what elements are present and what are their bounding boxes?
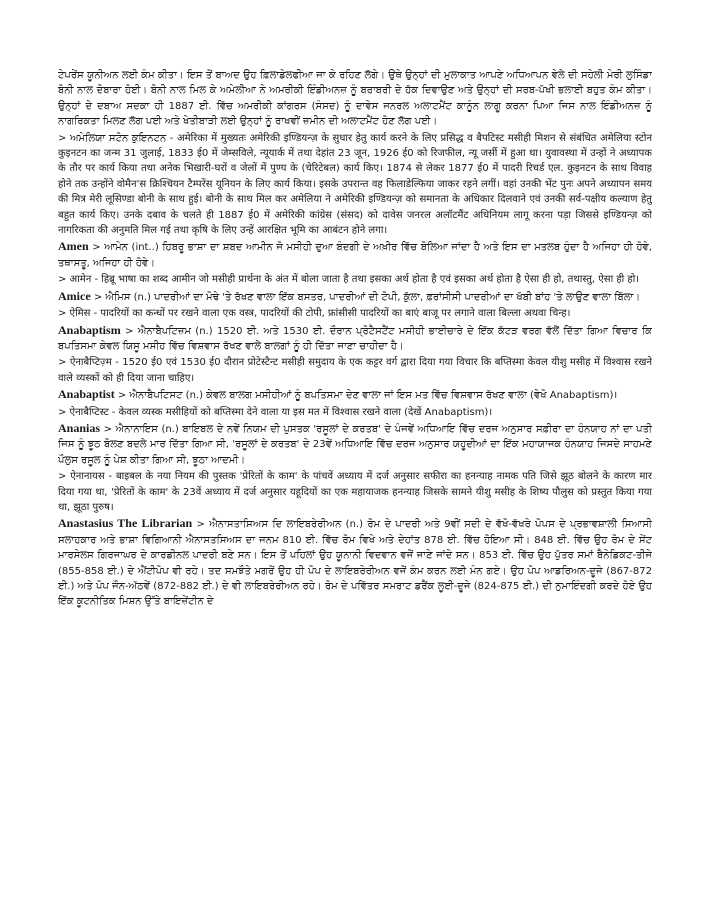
entry-amen xyxy=(58,239,652,271)
paragraph-text: > ऐमिस - पादरियों का कन्धों पर रखने वाला एक वस्त्र, पादरियों की टोपी, फ्रांसीसी पादरियों का बाएं बाजू पर लगाने वाला बिल्ला अथवा चिन्ह। xyxy=(58,308,571,320)
entry-definition: > ਐਨਾਨਾਇਸ (n.) ਬਾਇਬਲ ਦੇ ਨਵੇਂ ਨਿਯਮ ਦੀ ਪੁਸਤਕ 'ਰਸੂਲਾਂ ਦੇ ਕਰਤਬ' ਦੇ ਪੰਜਵੇਂ ਅਧਿਆਇ ਵਿੱਚ ਦਰਜ ਅਨੁਸਾਰ ਸਫ਼ੀਰਾ ਦਾ ਹੰਨਯਾਹ ਨਾਂ ਦਾ ਪਤੀ ਜਿਸ ਨੂੰ ਝੂਠ ਬੋਲਣ ਬਦਲੇ ਮਾਰ ਦਿੱਤਾ ਗਿਆ ਸੀ, 'ਰਸੂਲਾਂ ਦੇ ਕਰਤਬ' ਦੇ 23ਵੇਂ ਅਧਿਆਇ ਵਿੱਚ ਦਰਜ ਅਨੁਸਾਰ ਯਹੂਦੀਆਂ ਦਾ ਇੱਕ ਮਹਾਯਾਜਕ ਹੰਨਯਾਹ ਜਿਸਦੇ ਸਾਹਮਣੇ ਪੌਲੁਸ ਰਸੂਲ ਨੂੰ ਪੇਸ਼ ਕੀਤਾ ਗਿਆ ਸੀ, ਝੂਠਾ ਆਦਮੀ। xyxy=(58,423,652,466)
paragraph-text: > ऐनाबैप्टिज़्म - 1520 ई0 एवं 1530 ई0 दौरान प्रोटेस्टैन्ट मसीही समुदाय के एक कट्टर वर्ग द्वारा दिया गया विचार कि बप्तिस्मा केवल यीशु मसीह में विश्वास रखने वाले व्यस्कों को ही दिया जाना चाहिए। xyxy=(58,357,652,384)
entry-amice xyxy=(58,289,652,305)
entry-definition: > ਐਨਾਬੈਪਟਿਜ਼ਮ (n.) 1520 ਈ. ਅਤੇ 1530 ਈ. ਦੌਰਾਨ ਪ੍ਰੋਟੈਸਟੈਂਟ ਮਸੀਹੀ ਭਾਈਚਾਰੇ ਦੇ ਇੱਕ ਕੱਟੜ ਵਰਗ ਵੱਲੋਂ ਦਿੱਤਾ ਗਿਆ ਵਿਚਾਰ ਕਿ ਬਪਤਿਸਮਾ ਕੇਵਲ ਯਿਸੂ ਮਸੀਹ ਵਿੱਚ ਵਿਸ਼ਵਾਸ ਰੱਖਣ ਵਾਲੇ ਬਾਲਗਾਂ ਨੂੰ ਹੀ ਦਿੱਤਾ ਜਾਣਾ ਚਾਹੀਦਾ ਹੈ। xyxy=(58,325,652,352)
entry-headword: Amen xyxy=(58,239,89,254)
entry-ananias-hindi xyxy=(58,469,652,515)
entry-definition: > ਐਮਿਸ (n.) ਪਾਦਰੀਆਂ ਦਾ ਮੋਢੇ 'ਤੇ ਰੱਖਣ ਵਾਲਾ ਇੱਕ ਬਸਤਰ, ਪਾਦਰੀਆਂ ਦੀ ਟੋਪੀ, ਕੁੱਲਾ, ਫ਼ਰਾਂਸੀਸੀ ਪਾਦਰੀਆਂ ਦਾ ਖੱਬੀ ਬਾਂਹ 'ਤੇ ਲਾਉਣ ਵਾਲਾ ਬਿੱਲਾ। xyxy=(93,291,641,303)
entry-anabaptism-hindi xyxy=(58,355,652,386)
entry-anastasius xyxy=(58,516,652,609)
paragraph-text: > आमेन - हिब्रू भाषा का शब्द आमीन जो मसीही प्रार्थना के अंत में बोला जाता है तथा इसका अर्थ होता है एवं इसका अर्थ होता है ऐसा ही हो, तथास्तु, ऐसा ही हो। xyxy=(58,274,640,286)
entry-paragraph-2 xyxy=(58,131,652,239)
entry-headword: Anastasius The Librarian xyxy=(58,516,193,531)
entry-amen-hindi xyxy=(58,272,652,287)
entry-definition: > ਐਨਾਬੈਪਟਿਸਟ (n.) ਕੇਵਲ ਬਾਲਗ ਮਸੀਹੀਆਂ ਨੂੰ ਬਪਤਿਸਮਾ ਦੇਣ ਵਾਲਾ ਜਾਂ ਇਸ ਮਤ ਵਿੱਚ ਵਿਸ਼ਵਾਸ ਰੱਖਣ ਵਾਲਾ (ਵੇਖੋ Anabaptism)। xyxy=(117,390,618,402)
paragraph-text: > ਅਮੇਲਿਯਾ ਸਟੋਨ ਕੁਇਨਟਨ - अमेरिका में मुख्यतः अमेरिकी इण्डियन्ज़ के सुधार हेतु कार्य करने के लिए प्रसिद्ध व बैपटिस्ट मसीही मिशन से संबंधित अमेलिया स्टोन कुइनटन का जन्म 31 जुलाई, 1833 ई0 में जेम्सविले, न्यूयार्क में तथा देहांत 23 जून, 1926 ई0 को रिजफील, न्यू जर्सी में हुआ था। युवावस्था में उन्हों ने अध्यापक के तौर पर कार्य किया तथा अनेक भिखारी-घरों व जेलों में पुण्य के (चेरिटेबल) कार्य किए। 1874 से लेकर 1877 ई0 में पादरी रिचर्ड एल. कुइनटन के साथ विवाह होने तक उन्होंने वोमैन'स क्रिश्चियन टैम्परेंस यूनियन के लिए कार्य किया। इसके उपरान्त वह फिलाडेल्फिया जाकर रहने लगीं। वहां उनकी भेंट पुनः अपने अध्यापन समय की मित्र मेरी लूसिण्डा बोनी के साथ हुई। बोनी के साथ मिल कर अमेलिया ने अमेरिकी इण्डियन्ज़ को समानता के अधिकार दिलवाने एवं उनकी सर्व-पक्षीय कल्याण हेतु बहुत कार्य किए। उनके दबाव के चलते ही 1887 ई0 में अमेरिकी कांग्रेस (संसद) को दावेस जनरल अलॉटमैंट अधिनियम लागू करना पड़ा जिससे इण्डियन्ज़ को नागरिकता की अनुमति मिल गई तथा कृषि के लिए उन्हें आरक्षित भूमि का आबंटन होने लगा। xyxy=(58,132,652,237)
entry-anabaptist xyxy=(58,387,652,403)
paragraph-text: > ऐनानायस - बाइबल के नया नियम की पुस्तक 'प्रेरितों के काम' के पांचवें अध्याय में दर्ज अनुसार सफीरा का हनन्याह नामक पति जिसे झूठ बोलने के कारण मार दिया गया था, 'प्रेरितों के काम' के 23वें अध्याय में दर्ज अनुसार यहूदियों का एक महायाजक हनन्याह जिसके सामने यीशु मसीह के शिष्य पौलुस को प्रस्तुत किया गया था, झूठा पुरुष। xyxy=(58,471,652,513)
entry-headword: Anabaptist xyxy=(58,387,115,402)
dictionary-page xyxy=(58,68,652,908)
entry-ananias xyxy=(58,421,652,468)
entry-amice-hindi xyxy=(58,306,652,321)
entry-headword: Anabaptism xyxy=(58,322,121,337)
paragraph-text: > ऐनाबैप्टिस्ट - केवल व्यस्क मसीहियों को बप्तिस्मा देने वाला या इस मत में विश्वास रखने वाला (देखें Anabaptism)। xyxy=(58,406,493,418)
entry-anabaptist-hindi xyxy=(58,405,652,420)
entry-anabaptism xyxy=(58,323,652,355)
entry-headword: Amice xyxy=(58,288,91,303)
entry-definition: > ਐਨਾਸਤਾਸਿਅਸ ਦਿ ਲਾਇਬਰੇਰੀਅਨ (n.) ਰੋਮ ਦੇ ਪਾਦਰੀ ਅਤੇ 9ਵੀਂ ਸਦੀ ਦੇ ਵੱਖੋ-ਵੱਖਰੇ ਪੋਪਸ ਦੇ ਪ੍ਰਭਾਵਸ਼ਾਲੀ ਸਿਆਸੀ ਸਲਾਹਕਾਰ ਅਤੇ ਭਾਸ਼ਾ ਵਿਗਿਆਨੀ ਐਨਾਸਤਸਿਅਸ ਦਾ ਜਨਮ 810 ਈ. ਵਿੱਚ ਰੋਮ ਵਿਖੇ ਅਤੇ ਦੇਹਾਂਤ 878 ਈ. ਵਿੱਚ ਹੋਇਆ ਸੀ। 848 ਈ. ਵਿੱਚ ਉਹ ਰੋਮ ਦੇ ਸੇਂਟ ਮਾਰਸੇਲਸ ਗਿਰਜਾਘਰ ਦੇ ਕਾਰਡੀਨਲ ਪਾਦਰੀ ਬਣੇ ਸਨ। ਇਸ ਤੋਂ ਪਹਿਲਾਂ ਉਹ ਯੂਨਾਨੀ ਵਿਦਵਾਨ ਵਜੋਂ ਜਾਣੇ ਜਾਂਦੇ ਸਨ। 853 ਈ. ਵਿੱਚ ਉਹ ਪੁੱਤਰ ਸਮਾਂ ਬੈਨੇਡਿਕਟ-ਤੀਜੇ (855-858 ਈ.) ਦੇ ਐਂਟੀਪੋਪ ਵੀ ਰਹੇ। ਤਦ ਸਮਝੌਤੇ ਮਗਰੋਂ ਉਹ ਹੀ ਪੋਪ ਦੇ ਲਾਇਬਰੇਰੀਅਨ ਵਜੋਂ ਕੰਮ ਕਰਨ ਲਈ ਮੰਨ ਗਏ। ਉਹ ਪੋਪ ਆਡਰਿਅਨ-ਦੂਜੇ (867-872 ਈ.) ਅਤੇ ਪੋਪ ਜੌਨ-ਅੱਠਵੇਂ (872-882 ਈ.) ਦੇ ਵੀ ਲਾਇਬਰੇਰੀਅਨ ਰਹੇ। ਰੋਮ ਦੇ ਪਵਿੱਤਰ ਸਮਰਾਟ ਡਰੈਂਕ ਲੂਈ-ਦੂਜੇ (824-875 ਈ.) ਦੀ ਨੁਮਾਇੰਦਗੀ ਕਰਦੇ ਹੋਏ ਉਹ ਇੱਕ ਕੂਟਨੀਤਿਕ ਮਿਸ਼ਨ ਉੱਤੇ ਬਾਇਜ਼ੇਂਟੀਨ ਦੇ xyxy=(58,519,652,608)
entry-definition: > ਆਮੇਨ (int..) ਹਿਬਰੂ ਭਾਸ਼ਾ ਦਾ ਸ਼ਬਦ ਆਮੀਨ ਜੋ ਮਸੀਹੀ ਦੁਆ ਬੰਦਗੀ ਦੇ ਅਖ਼ੀਰ ਵਿੱਚ ਬੋਲਿਆ ਜਾਂਦਾ ਹੈ ਅਤੇ ਇਸ ਦਾ ਮਤਲਬ ਹੁੰਦਾ ਹੈ ਅਜਿਹਾ ਹੀ ਹੋਵੇ, ਤਥਾਸਤੂ, ਅਜਿਹਾ ਹੀ ਹੋਵੇ। xyxy=(58,242,652,269)
entry-paragraph-1 xyxy=(58,68,652,130)
entry-headword: Ananias xyxy=(58,420,101,435)
paragraph-text: ਟੇਪਰੇਂਸ ਯੂਨੀਅਨ ਲਈ ਕੰਮ ਕੀਤਾ। ਇਸ ਤੋਂ ਬਾਅਦ ਉਹ ਫ਼ਿਲਾਡੇਲਫੀਆ ਜਾ ਕੇ ਰਹਿਣ ਲੱਗੇ। ਉਥੇ ਉਨ੍ਹਾਂ ਦੀ ਮੁਲਾਕਾਤ ਆਪਣੇ ਅਧਿਆਪਨ ਵੇਲੇ ਦੀ ਸਹੇਲੀ ਮੇਰੀ ਲੁਸਿੰਡਾ ਬੋਨੀ ਨਾਲ ਦੋਬਾਰਾ ਹੋਈ। ਬੋਨੀ ਨਾਲ ਮਿਲ ਕੇ ਅਮੇਲੀਆ ਨੇ ਅਮਰੀਕੀ ਇੰਡੀਅਨਜ਼ ਨੂੰ ਬਰਾਬਰੀ ਦੇ ਹੱਕ ਦਿਵਾਉਣ ਅਤੇ ਉਨ੍ਹਾਂ ਦੀ ਸਰਬ-ਪੱਖੀ ਭਲਾਈ ਬਹੁਤ ਕੰਮ ਕੀਤਾ। ਉਨ੍ਹਾਂ ਦੇ ਦਬਾਅ ਸਦਕਾ ਹੀ 1887 ਈ. ਵਿੱਚ ਅਮਰੀਕੀ ਕਾਂਗਰਸ (ਸੰਸਦ) ਨੂੰ ਦਾਵੇਸ ਜਨਰਲ ਅਲਾਟਮੈਂਟ ਕਾਨੂੰਨ ਲਾਗੂ ਕਰਨਾ ਪਿਆ ਜਿਸ ਨਾਲ ਇੰਡੀਅਨਜ਼ ਨੂੰ ਨਾਗਰਿਕਤਾ ਮਿਲਣ ਲੱਗ ਪਈ ਅਤੇ ਖੇਤੀਬਾੜੀ ਲਈ ਉਨ੍ਹਾਂ ਨੂੰ ਰਾਖਵੀਂ ਜ਼ਮੀਨ ਦੀ ਅਲਾਟਮੈਂਟ ਹੋਣ ਲੱਗ ਪਈ। xyxy=(58,70,652,128)
